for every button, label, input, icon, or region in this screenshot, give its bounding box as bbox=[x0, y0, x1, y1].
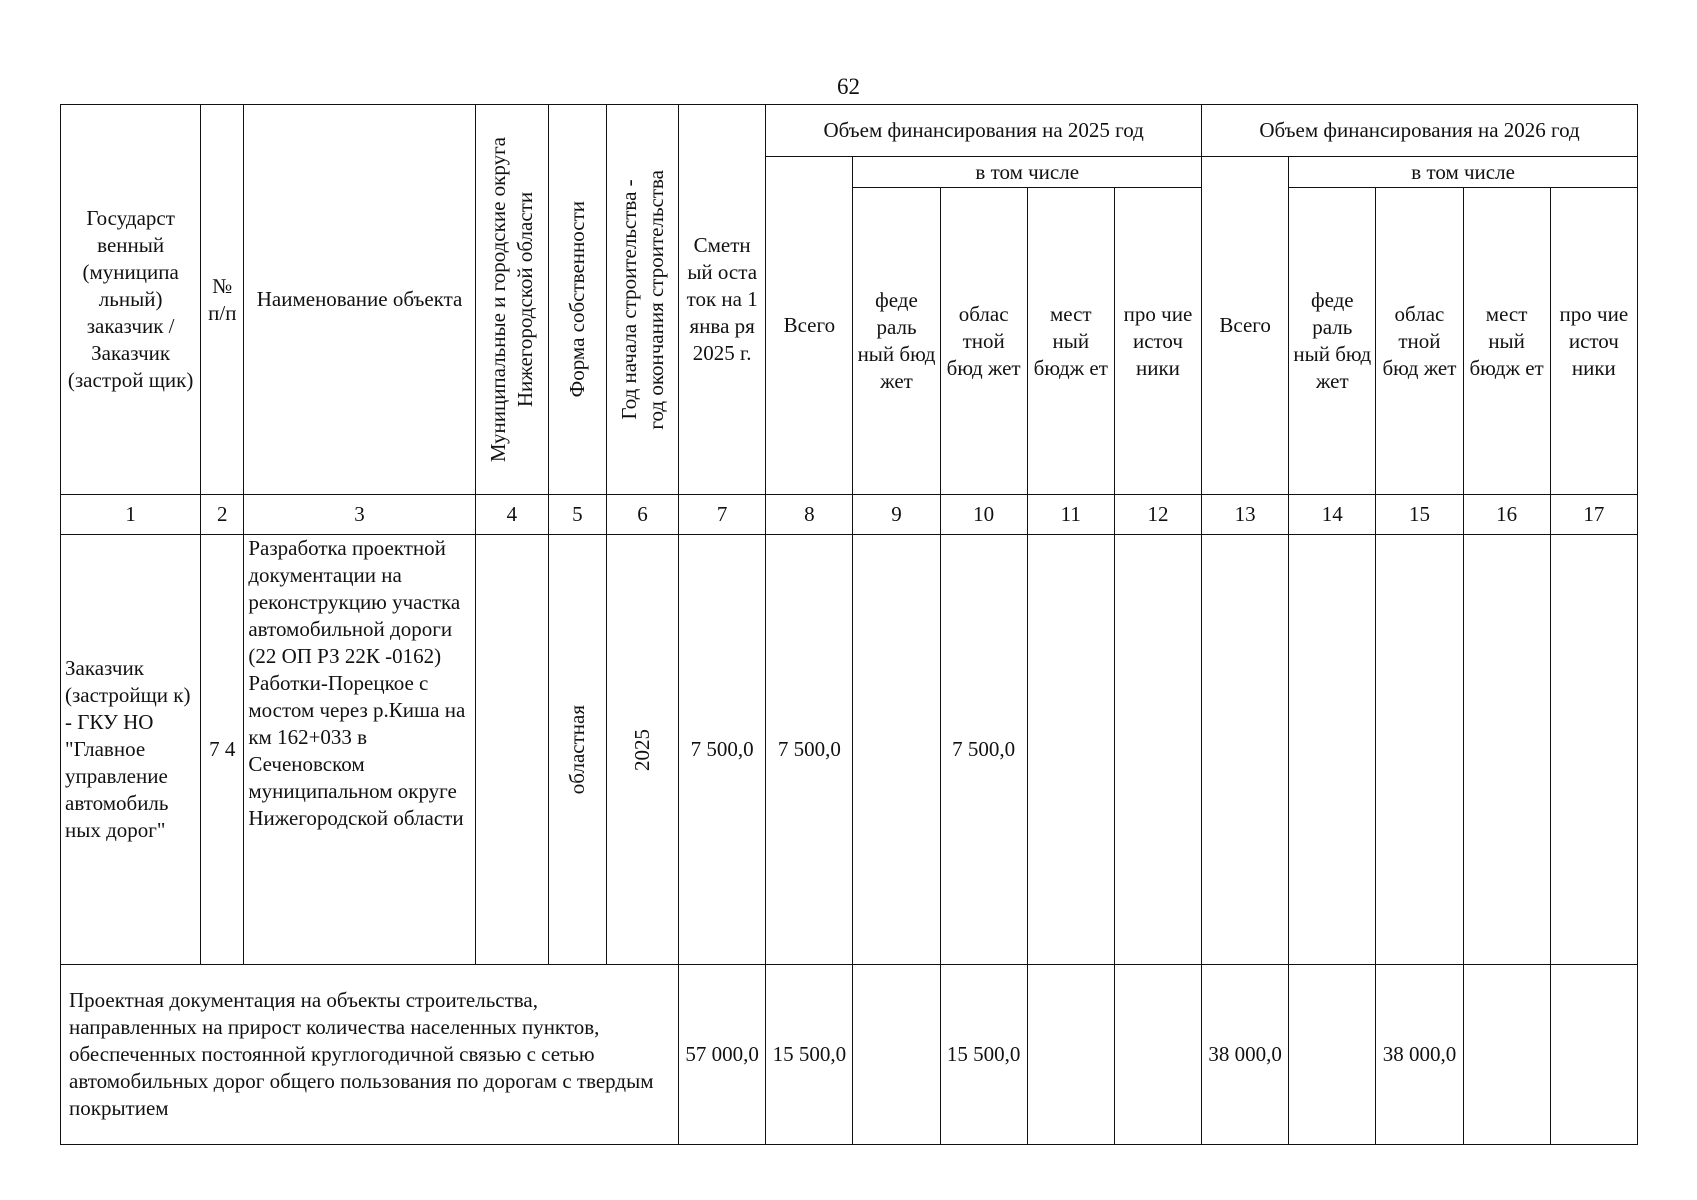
header-total-2026: Всего bbox=[1202, 157, 1289, 495]
header-local-2025: мест ный бюдж ет bbox=[1027, 188, 1114, 495]
row-total-2026 bbox=[1202, 535, 1289, 965]
row-regional-2026 bbox=[1376, 535, 1463, 965]
row-estimate: 7 500,0 bbox=[679, 535, 766, 965]
header-regional-2026: облас тной бюд жет bbox=[1376, 188, 1463, 495]
total-other-2026 bbox=[1550, 965, 1637, 1145]
total-local-2026 bbox=[1463, 965, 1550, 1145]
header-num: № п/п bbox=[201, 105, 244, 495]
header-customer: Государст венный (муниципа льный) заказчик / Заказчик (застрой щик) bbox=[61, 105, 201, 495]
column-number: 11 bbox=[1027, 495, 1114, 535]
header-including-2025: в том числе bbox=[853, 157, 1202, 188]
column-number: 4 bbox=[475, 495, 548, 535]
header-object-name: Наименование объекта bbox=[244, 105, 475, 495]
total-row bbox=[61, 965, 1638, 1145]
row-regional-2025: 7 500,0 bbox=[940, 535, 1027, 965]
row-ownership-value: областная bbox=[564, 704, 589, 795]
column-number: 2 bbox=[201, 495, 244, 535]
header-other-2025: про чие источ ники bbox=[1114, 188, 1201, 495]
column-number-row bbox=[61, 495, 1638, 535]
header-municipal-line1: Муниципальные и городские округа bbox=[485, 136, 510, 463]
row-years-value: 2025 bbox=[630, 728, 655, 771]
column-number: 13 bbox=[1202, 495, 1289, 535]
total-local-2025 bbox=[1027, 965, 1114, 1145]
header-regional-2025: облас тной бюд жет bbox=[940, 188, 1027, 495]
header-estimate: Сметн ый оста ток на 1 янва ря 2025 г. bbox=[679, 105, 766, 495]
column-number: 5 bbox=[548, 495, 606, 535]
header-fin-2026: Объем финансирования на 2026 год bbox=[1202, 105, 1638, 157]
header-municipal-line2: Нижегородской области bbox=[512, 191, 537, 408]
column-number: 12 bbox=[1114, 495, 1201, 535]
header-years-line2: год окончания строительства bbox=[643, 169, 668, 430]
row-years bbox=[606, 535, 678, 965]
header-municipal bbox=[475, 105, 548, 495]
row-ownership bbox=[548, 535, 606, 965]
header-years bbox=[606, 105, 678, 495]
header-local-2026: мест ный бюдж ет bbox=[1463, 188, 1550, 495]
header-including-2026: в том числе bbox=[1289, 157, 1638, 188]
row-federal-2025 bbox=[853, 535, 940, 965]
header-ownership-label: Форма собственности bbox=[564, 201, 589, 398]
total-regional-2025: 15 500,0 bbox=[940, 965, 1027, 1145]
column-number: 15 bbox=[1376, 495, 1463, 535]
column-number: 6 bbox=[606, 495, 678, 535]
table-row bbox=[61, 535, 1638, 965]
column-number: 14 bbox=[1289, 495, 1376, 535]
financing-table bbox=[60, 104, 1638, 1145]
column-number: 8 bbox=[766, 495, 853, 535]
column-number: 1 bbox=[61, 495, 201, 535]
column-number: 9 bbox=[853, 495, 940, 535]
total-estimate: 57 000,0 bbox=[679, 965, 766, 1145]
page-number: 62 bbox=[837, 74, 860, 99]
header-fin-2025: Объем финансирования на 2025 год bbox=[766, 105, 1202, 157]
row-num: 7 4 bbox=[201, 535, 244, 965]
total-2025: 15 500,0 bbox=[766, 965, 853, 1145]
total-other-2025 bbox=[1114, 965, 1201, 1145]
row-customer: Заказчик (застройщи к) - ГКУ НО "Главное управление автомобиль ных дорог" bbox=[61, 535, 201, 965]
row-other-2026 bbox=[1550, 535, 1637, 965]
row-local-2026 bbox=[1463, 535, 1550, 965]
column-number: 16 bbox=[1463, 495, 1550, 535]
header-ownership bbox=[548, 105, 606, 495]
header-years-line1: Год начала строительства - bbox=[616, 179, 641, 420]
column-number: 17 bbox=[1550, 495, 1637, 535]
header-federal-2025: феде раль ный бюд жет bbox=[853, 188, 940, 495]
column-number: 10 bbox=[940, 495, 1027, 535]
total-row-label: Проектная документация на объекты строительства, направленных на прирост количества населенных пунктов, обеспеченных постоянной круглогодичной связью с сетью автомобильных дорог общего пользования по дорогам с твердым покрытием bbox=[61, 965, 679, 1145]
column-number: 7 bbox=[679, 495, 766, 535]
total-federal-2025 bbox=[853, 965, 940, 1145]
row-municipal bbox=[475, 535, 548, 965]
row-other-2025 bbox=[1114, 535, 1201, 965]
row-federal-2026 bbox=[1289, 535, 1376, 965]
header-total-2025: Всего bbox=[766, 157, 853, 495]
total-federal-2026 bbox=[1289, 965, 1376, 1145]
header-other-2026: про чие источ ники bbox=[1550, 188, 1637, 495]
header-federal-2026: феде раль ный бюд жет bbox=[1289, 188, 1376, 495]
row-object-name: Разработка проектной документации на реконструкцию участка автомобильной дороги (22 ОП РЗ 22К -0162) Работки-Порецкое с мостом через р.Киша на км 162+033 в Сеченовском муниципальном округе Нижегородской области bbox=[244, 535, 475, 965]
total-2026: 38 000,0 bbox=[1202, 965, 1289, 1145]
row-total-2025: 7 500,0 bbox=[766, 535, 853, 965]
total-regional-2026: 38 000,0 bbox=[1376, 965, 1463, 1145]
column-number: 3 bbox=[244, 495, 475, 535]
row-local-2025 bbox=[1027, 535, 1114, 965]
